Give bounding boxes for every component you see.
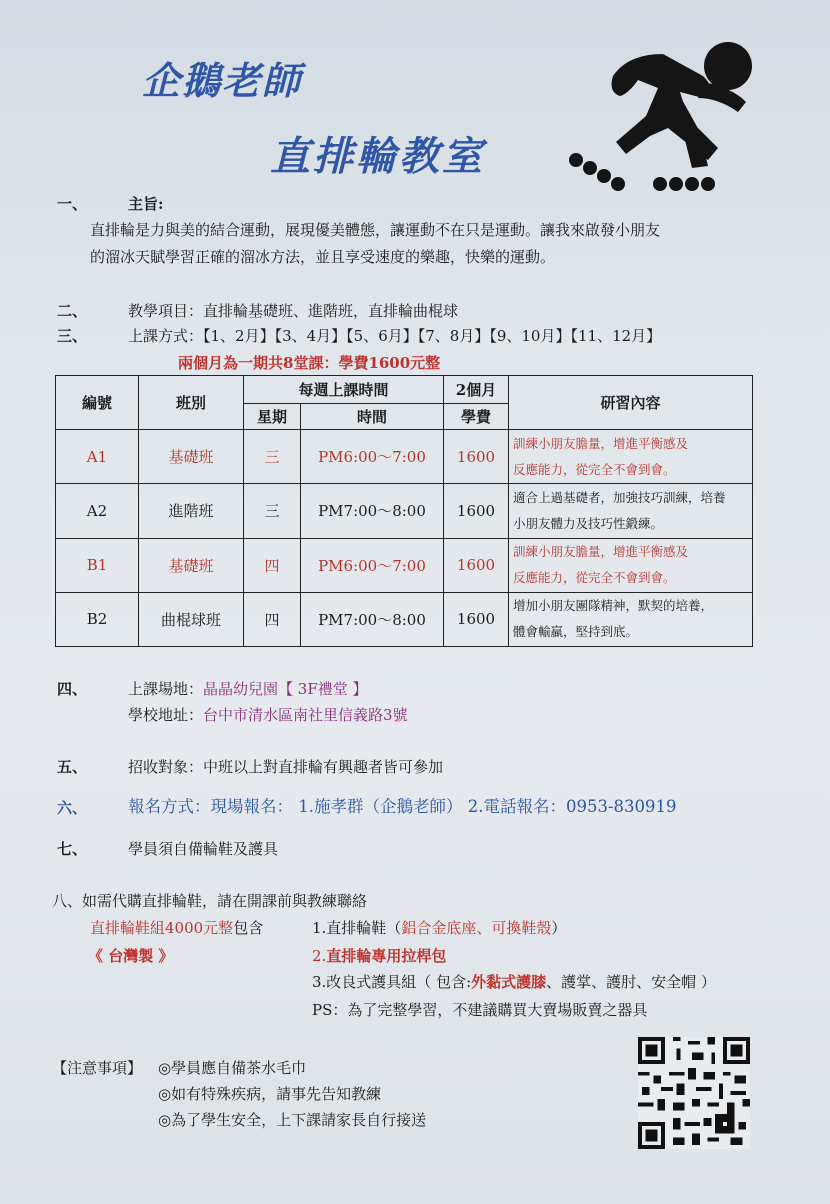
section-5-number: 五、 (57, 758, 88, 776)
col-header-time: 時間 (301, 404, 444, 430)
row-id: B1 (56, 538, 139, 592)
row-time: PM6:00～7:00 (301, 538, 444, 592)
row-class: 基礎班 (139, 538, 244, 592)
row-day: 四 (244, 538, 301, 592)
notice-item-2: ◎如有特殊疾病，請事先告知教練 (158, 1085, 382, 1103)
table-row (56, 538, 753, 592)
skate-set-price: 直排輪鞋組4000元整 (90, 919, 234, 937)
section-1-line1: 直排輪是力與美的結合運動，展現優美體態，讓運動不在只是運動。讓我來啟發小朋友 (90, 221, 661, 239)
notice-label: 【注意事項】 (52, 1059, 143, 1077)
col-header-id: 編號 (56, 376, 139, 430)
row-time: PM6:00～7:00 (301, 430, 444, 484)
section-6-number: 六、 (57, 799, 88, 817)
col-header-fee-bottom: 學費 (444, 404, 509, 430)
col-header-fee-top: 2個月 (444, 376, 509, 404)
inline-skater-icon (568, 36, 768, 196)
row-content-line2: 體會輸贏，堅持到底。 (513, 624, 639, 640)
item-2-prefix: 2. (312, 947, 327, 965)
row-content (509, 484, 753, 538)
row-fee: 1600 (444, 484, 509, 538)
row-time: PM7:00～8:00 (301, 592, 444, 646)
table-row (56, 592, 753, 646)
venue-line (128, 678, 368, 699)
col-header-weekly: 每週上課時間 (244, 376, 444, 404)
schedule-table (55, 375, 753, 647)
item-1-detail: 鋁合金底座、可換鞋殼 (401, 919, 552, 937)
skate-set-includes: 包含 (233, 919, 264, 937)
row-content-line2: 反應能力，從完全不會到會。 (513, 461, 676, 477)
row-fee: 1600 (444, 538, 509, 592)
section-4-number: 四、 (57, 680, 88, 698)
fee-note: 兩個月為一期共8堂課：學費1600元整 (178, 354, 441, 372)
ps-note: PS：為了完整學習，不建議購買大賣場販賣之器具 (312, 1001, 648, 1019)
row-class: 基礎班 (139, 430, 244, 484)
col-header-class: 班別 (139, 376, 244, 430)
row-day: 三 (244, 484, 301, 538)
page-title-teacher: 企鵝老師 (142, 59, 303, 103)
row-fee: 1600 (444, 430, 509, 484)
row-content-line1: 增加小朋友團隊精神，默契的培養， (513, 598, 714, 614)
row-content (509, 430, 753, 484)
made-in-taiwan: 《 台灣製 》 (88, 947, 174, 965)
col-header-weekday: 星期 (244, 404, 301, 430)
row-content (509, 538, 753, 592)
item-3 (312, 971, 716, 992)
row-content-line2: 反應能力，從完全不會到會。 (513, 570, 676, 586)
item-1-suffix: ） (551, 919, 567, 937)
row-day: 三 (244, 430, 301, 484)
row-content-line1: 適合上過基礎者，加強技巧訓練，培養 (513, 489, 726, 505)
section-1-number: 一、 (57, 195, 88, 213)
row-class: 進階班 (139, 484, 244, 538)
section-7-number: 七、 (57, 840, 88, 858)
section-3-number: 三、 (57, 327, 88, 345)
item-3-detail: 外黏式護膝 (471, 973, 547, 991)
venue-value: 晶晶幼兒園【 3F禮堂 】 (203, 680, 368, 698)
item-1-prefix: 1.直排輪鞋（ (312, 919, 402, 937)
item-3-prefix: 3.改良式護具組（ 包含: (312, 973, 472, 991)
section-1-line2: 的溜冰天賦學習正確的溜冰方法，並且享受速度的樂趣，快樂的運動。 (90, 248, 556, 266)
row-content (509, 592, 753, 646)
section-1-heading: 主旨: (128, 195, 164, 213)
row-id: B2 (56, 592, 139, 646)
page-title-classroom: 直排輪教室 (270, 134, 485, 180)
qr-code-icon[interactable] (638, 1037, 750, 1149)
row-content-line1: 訓練小朋友膽量，增進平衡感及 (513, 544, 689, 560)
address-line (128, 704, 408, 725)
address-label: 學校地址： (128, 706, 204, 724)
gear-requirement: 學員須自備輪鞋及護具 (128, 840, 279, 858)
row-time: PM7:00～8:00 (301, 484, 444, 538)
skate-set-price-line (90, 917, 263, 938)
row-id: A2 (56, 484, 139, 538)
table-row (56, 484, 753, 538)
class-schedule-months: 上課方式：【1、2月】【3、4月】【5、6月】【7、8月】【9、10月】【11、12月】 (128, 327, 662, 345)
row-id: A1 (56, 430, 139, 484)
row-class: 曲棍球班 (139, 592, 244, 646)
col-header-content: 研習內容 (509, 376, 753, 430)
row-day: 四 (244, 592, 301, 646)
table-row (56, 430, 753, 484)
item-3-suffix: 、護掌、護肘、安全帽 ） (546, 973, 716, 991)
section-2-number: 二、 (57, 302, 88, 320)
row-content-line2: 小朋友體力及技巧性鍛練。 (513, 515, 664, 531)
venue-label: 上課場地： (128, 680, 204, 698)
row-content-line1: 訓練小朋友膽量，增進平衡感及 (513, 435, 689, 451)
item-2 (312, 945, 446, 966)
item-1 (312, 917, 566, 938)
registration-method: 報名方式：現場報名： 1.施孝群（企鵝老師） 2.電話報名：0953-830919 (128, 797, 677, 816)
row-fee: 1600 (444, 592, 509, 646)
section-8-heading: 八、如需代購直排輪鞋，請在開課前與教練聯絡 (52, 892, 368, 910)
eligibility: 招收對象：中班以上對直排輪有興趣者皆可參加 (128, 758, 444, 776)
notice-item-3: ◎為了學生安全，上下課請家長自行接送 (158, 1111, 427, 1129)
notice-item-1: ◎學員應自備茶水毛巾 (158, 1059, 307, 1077)
address-value: 台中市清水區南社里信義路3號 (203, 706, 408, 724)
teaching-items: 教學項目：直排輪基礎班、進階班，直排輪曲棍球 (128, 302, 459, 320)
item-2-detail: 直排輪專用拉桿包 (326, 947, 447, 965)
